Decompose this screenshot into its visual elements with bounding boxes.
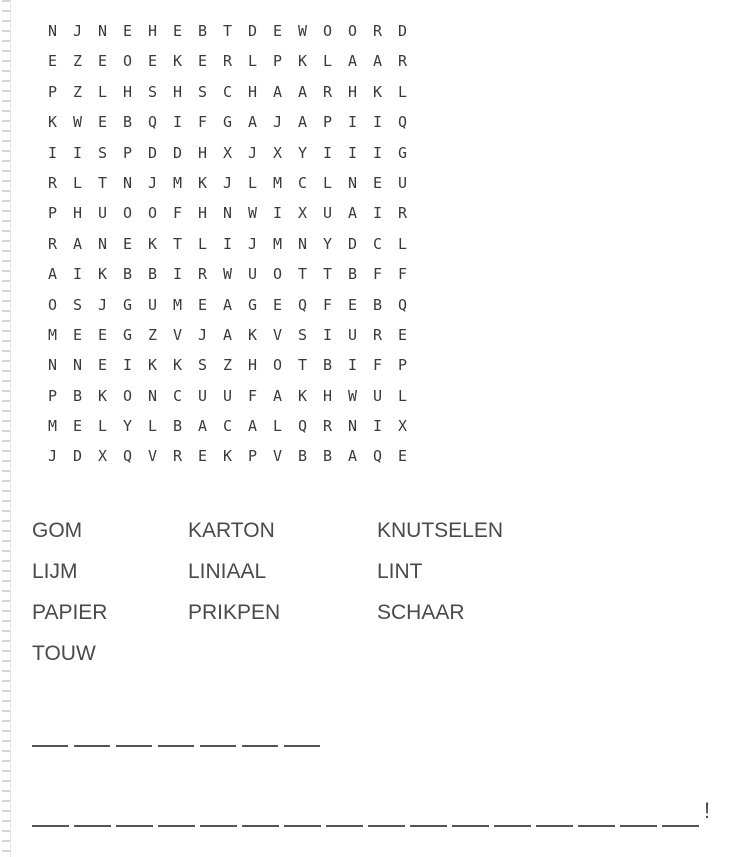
grid-cell: N bbox=[72, 356, 83, 375]
grid-cell: B bbox=[297, 447, 308, 466]
grid-cell: F bbox=[372, 265, 383, 284]
grid-cell: E bbox=[397, 447, 408, 466]
grid-cell: T bbox=[297, 265, 308, 284]
grid-cell: A bbox=[72, 234, 83, 253]
grid-cell: M bbox=[47, 325, 58, 344]
word-list-item: LIJM bbox=[32, 560, 78, 583]
grid-cell: E bbox=[272, 22, 283, 40]
grid-cell: P bbox=[47, 82, 58, 101]
answer-blank bbox=[74, 824, 111, 827]
grid-cell: I bbox=[72, 265, 83, 284]
grid-cell: B bbox=[147, 265, 158, 284]
grid-cell: R bbox=[397, 204, 408, 223]
grid-cell: R bbox=[322, 417, 333, 436]
word-list-item: LINT bbox=[377, 560, 423, 583]
word-list-item: PAPIER bbox=[32, 601, 108, 624]
grid-cell: E bbox=[172, 22, 183, 40]
grid-cell: Y bbox=[297, 143, 308, 162]
grid-cell: M bbox=[272, 234, 283, 253]
grid-cell: N bbox=[347, 173, 358, 192]
grid-cell: A bbox=[347, 52, 358, 71]
grid-cell: P bbox=[322, 113, 333, 132]
grid-cell: R bbox=[322, 82, 333, 101]
grid-cell: E bbox=[272, 295, 283, 314]
grid-cell: A bbox=[372, 52, 383, 71]
grid-cell: P bbox=[122, 143, 133, 162]
grid-cell: T bbox=[322, 265, 333, 284]
grid-cell: E bbox=[197, 295, 208, 314]
answer-blank bbox=[620, 824, 657, 827]
grid-row bbox=[40, 111, 500, 141]
grid-cell: A bbox=[272, 82, 283, 101]
grid-cell: E bbox=[97, 52, 108, 71]
grid-cell: Q bbox=[147, 113, 158, 132]
grid-cell: E bbox=[397, 325, 408, 344]
grid-cell: K bbox=[222, 447, 233, 466]
answer-line-2 bbox=[32, 824, 704, 827]
grid-cell: K bbox=[97, 265, 108, 284]
grid-cell: L bbox=[397, 82, 408, 101]
grid-cell: A bbox=[197, 417, 208, 436]
grid-cell: T bbox=[97, 173, 108, 192]
grid-cell: K bbox=[247, 325, 258, 344]
grid-cell: C bbox=[222, 82, 233, 101]
grid-cell: H bbox=[247, 82, 258, 101]
grid-cell: U bbox=[372, 386, 383, 405]
grid-cell: J bbox=[197, 325, 208, 344]
grid-cell: P bbox=[47, 386, 58, 405]
grid-cell: I bbox=[347, 143, 358, 162]
grid-cell: T bbox=[297, 356, 308, 375]
grid-cell: K bbox=[147, 356, 158, 375]
answer-blank bbox=[116, 744, 152, 747]
grid-cell: K bbox=[147, 234, 158, 253]
grid-cell: K bbox=[297, 52, 308, 71]
grid-cell: Z bbox=[147, 325, 158, 344]
grid-cell: J bbox=[47, 447, 58, 466]
grid-cell: I bbox=[172, 265, 183, 284]
grid-cell: I bbox=[122, 356, 133, 375]
grid-row bbox=[40, 324, 500, 354]
grid-row bbox=[40, 263, 500, 293]
grid-cell: N bbox=[347, 417, 358, 436]
grid-cell: B bbox=[122, 265, 133, 284]
word-list-item: TOUW bbox=[32, 642, 96, 665]
grid-row bbox=[40, 172, 500, 202]
grid-cell: R bbox=[372, 325, 383, 344]
grid-cell: A bbox=[247, 113, 258, 132]
grid-cell: B bbox=[372, 295, 383, 314]
grid-cell: F bbox=[372, 356, 383, 375]
word-list-item: LINIAAL bbox=[188, 560, 267, 583]
grid-cell: I bbox=[172, 113, 183, 132]
grid-cell: I bbox=[347, 113, 358, 132]
grid-cell: O bbox=[322, 22, 333, 40]
grid-cell: K bbox=[297, 386, 308, 405]
grid-cell: O bbox=[122, 204, 133, 223]
grid-cell: R bbox=[47, 234, 58, 253]
grid-cell: E bbox=[122, 22, 133, 40]
grid-cell: V bbox=[172, 325, 183, 344]
grid-cell: E bbox=[147, 52, 158, 71]
grid-cell: R bbox=[397, 52, 408, 71]
grid-cell: U bbox=[222, 386, 233, 405]
grid-cell: G bbox=[222, 113, 233, 132]
grid-cell: E bbox=[197, 52, 208, 71]
grid-cell: X bbox=[397, 417, 408, 436]
grid-cell: O bbox=[147, 204, 158, 223]
grid-cell: I bbox=[372, 143, 383, 162]
grid-cell: A bbox=[247, 417, 258, 436]
grid-cell: R bbox=[372, 22, 383, 40]
grid-cell: E bbox=[197, 447, 208, 466]
grid-cell: L bbox=[397, 386, 408, 405]
grid-cell: L bbox=[272, 417, 283, 436]
answer-blank bbox=[242, 824, 279, 827]
answer-blank bbox=[326, 824, 363, 827]
grid-cell: C bbox=[297, 173, 308, 192]
grid-cell: E bbox=[97, 325, 108, 344]
grid-cell: Q bbox=[122, 447, 133, 466]
answer-blank bbox=[200, 744, 236, 747]
answer-end-punctuation: ! bbox=[704, 798, 711, 823]
grid-cell: V bbox=[272, 447, 283, 466]
grid-row bbox=[40, 233, 500, 263]
grid-cell: P bbox=[272, 52, 283, 71]
grid-cell: I bbox=[372, 417, 383, 436]
grid-cell: L bbox=[97, 82, 108, 101]
grid-cell: W bbox=[247, 204, 258, 223]
grid-cell: I bbox=[322, 325, 333, 344]
grid-cell: B bbox=[197, 22, 208, 40]
grid-cell: Q bbox=[297, 417, 308, 436]
grid-cell: I bbox=[372, 204, 383, 223]
grid-cell: Z bbox=[72, 52, 83, 71]
grid-cell: T bbox=[172, 234, 183, 253]
word-list-item: SCHAAR bbox=[377, 601, 465, 624]
grid-cell: Q bbox=[372, 447, 383, 466]
grid-cell: Y bbox=[322, 234, 333, 253]
grid-cell: B bbox=[172, 417, 183, 436]
grid-cell: Q bbox=[397, 295, 408, 314]
grid-cell: D bbox=[172, 143, 183, 162]
grid-cell: N bbox=[297, 234, 308, 253]
grid-cell: N bbox=[97, 22, 108, 40]
grid-cell: P bbox=[397, 356, 408, 375]
grid-cell: J bbox=[97, 295, 108, 314]
answer-blank bbox=[284, 824, 321, 827]
grid-cell: E bbox=[347, 295, 358, 314]
grid-cell: T bbox=[222, 22, 233, 40]
grid-row bbox=[40, 50, 500, 80]
grid-cell: A bbox=[272, 386, 283, 405]
grid-cell: N bbox=[147, 386, 158, 405]
grid-cell: M bbox=[272, 173, 283, 192]
grid-cell: R bbox=[222, 52, 233, 71]
grid-row bbox=[40, 354, 500, 384]
grid-cell: K bbox=[197, 173, 208, 192]
grid-cell: R bbox=[47, 173, 58, 192]
grid-cell: E bbox=[122, 234, 133, 253]
grid-cell: F bbox=[322, 295, 333, 314]
grid-cell: I bbox=[47, 143, 58, 162]
grid-cell: F bbox=[172, 204, 183, 223]
grid-cell: V bbox=[147, 447, 158, 466]
grid-cell: U bbox=[197, 386, 208, 405]
grid-cell: H bbox=[147, 22, 158, 40]
grid-cell: L bbox=[322, 52, 333, 71]
grid-cell: E bbox=[372, 173, 383, 192]
word-search-grid bbox=[40, 20, 500, 476]
grid-cell: K bbox=[372, 82, 383, 101]
word-list-item: KNUTSELEN bbox=[377, 519, 504, 542]
word-list-item: GOM bbox=[32, 519, 83, 542]
grid-cell: O bbox=[122, 52, 133, 71]
grid-cell: L bbox=[97, 417, 108, 436]
grid-cell: X bbox=[97, 447, 108, 466]
grid-cell: I bbox=[372, 113, 383, 132]
answer-blank bbox=[158, 824, 195, 827]
grid-cell: F bbox=[247, 386, 258, 405]
grid-cell: Q bbox=[297, 295, 308, 314]
grid-cell: K bbox=[47, 113, 58, 132]
grid-cell: B bbox=[347, 265, 358, 284]
grid-cell: A bbox=[297, 113, 308, 132]
answer-blank bbox=[32, 744, 68, 747]
grid-cell: O bbox=[47, 295, 58, 314]
grid-cell: W bbox=[72, 113, 83, 132]
grid-cell: H bbox=[172, 82, 183, 101]
grid-cell: K bbox=[172, 356, 183, 375]
grid-cell: M bbox=[172, 295, 183, 314]
grid-cell: Q bbox=[397, 113, 408, 132]
grid-cell: A bbox=[222, 295, 233, 314]
grid-cell: S bbox=[197, 82, 208, 101]
grid-row bbox=[40, 142, 500, 172]
grid-cell: D bbox=[347, 234, 358, 253]
grid-row bbox=[40, 445, 500, 475]
grid-cell: Z bbox=[222, 356, 233, 375]
grid-cell: H bbox=[247, 356, 258, 375]
answer-blank bbox=[662, 824, 699, 827]
grid-cell: M bbox=[172, 173, 183, 192]
answer-blank bbox=[32, 824, 69, 827]
grid-cell: L bbox=[397, 234, 408, 253]
grid-cell: G bbox=[397, 143, 408, 162]
grid-cell: S bbox=[97, 143, 108, 162]
grid-cell: N bbox=[222, 204, 233, 223]
grid-cell: K bbox=[172, 52, 183, 71]
grid-row bbox=[40, 202, 500, 232]
grid-cell: U bbox=[347, 325, 358, 344]
answer-line-1 bbox=[32, 744, 326, 747]
grid-cell: L bbox=[72, 173, 83, 192]
grid-cell: Z bbox=[72, 82, 83, 101]
grid-cell: F bbox=[197, 113, 208, 132]
grid-cell: W bbox=[347, 386, 358, 405]
grid-cell: N bbox=[122, 173, 133, 192]
grid-cell: I bbox=[347, 356, 358, 375]
grid-cell: F bbox=[397, 265, 408, 284]
grid-cell: H bbox=[197, 204, 208, 223]
grid-cell: O bbox=[347, 22, 358, 40]
answer-blank bbox=[284, 744, 320, 747]
grid-cell: H bbox=[347, 82, 358, 101]
grid-cell: P bbox=[47, 204, 58, 223]
grid-cell: O bbox=[122, 386, 133, 405]
grid-cell: S bbox=[297, 325, 308, 344]
grid-cell: U bbox=[97, 204, 108, 223]
grid-cell: I bbox=[222, 234, 233, 253]
grid-cell: L bbox=[147, 417, 158, 436]
grid-row bbox=[40, 81, 500, 111]
answer-blank bbox=[368, 824, 405, 827]
grid-cell: K bbox=[97, 386, 108, 405]
grid-cell: B bbox=[322, 447, 333, 466]
page-margin-dashes bbox=[2, 0, 10, 857]
grid-cell: C bbox=[172, 386, 183, 405]
grid-cell: N bbox=[47, 356, 58, 375]
grid-cell: H bbox=[197, 143, 208, 162]
answer-blank bbox=[158, 744, 194, 747]
answer-blank bbox=[536, 824, 573, 827]
grid-cell: J bbox=[72, 22, 83, 40]
grid-cell: J bbox=[247, 143, 258, 162]
grid-cell: D bbox=[397, 22, 408, 40]
answer-blank bbox=[410, 824, 447, 827]
grid-cell: C bbox=[372, 234, 383, 253]
grid-cell: X bbox=[297, 204, 308, 223]
grid-row bbox=[40, 294, 500, 324]
grid-cell: S bbox=[197, 356, 208, 375]
grid-cell: D bbox=[147, 143, 158, 162]
grid-cell: H bbox=[122, 82, 133, 101]
grid-cell: E bbox=[72, 325, 83, 344]
grid-cell: O bbox=[272, 356, 283, 375]
grid-row bbox=[40, 385, 500, 415]
grid-cell: A bbox=[47, 265, 58, 284]
grid-cell: H bbox=[72, 204, 83, 223]
grid-cell: L bbox=[322, 173, 333, 192]
grid-cell: E bbox=[47, 52, 58, 71]
answer-blank bbox=[116, 824, 153, 827]
grid-cell: S bbox=[72, 295, 83, 314]
answer-blank bbox=[578, 824, 615, 827]
grid-cell: A bbox=[347, 447, 358, 466]
grid-cell: U bbox=[247, 265, 258, 284]
grid-cell: R bbox=[197, 265, 208, 284]
grid-cell: Y bbox=[122, 417, 133, 436]
grid-cell: I bbox=[272, 204, 283, 223]
grid-cell: R bbox=[172, 447, 183, 466]
grid-cell: X bbox=[272, 143, 283, 162]
answer-blank bbox=[452, 824, 489, 827]
grid-cell: G bbox=[247, 295, 258, 314]
grid-cell: W bbox=[297, 22, 308, 40]
grid-cell: J bbox=[147, 173, 158, 192]
grid-cell: W bbox=[222, 265, 233, 284]
grid-cell: G bbox=[122, 295, 133, 314]
grid-cell: A bbox=[347, 204, 358, 223]
grid-row bbox=[40, 20, 500, 50]
grid-cell: C bbox=[222, 417, 233, 436]
grid-cell: O bbox=[272, 265, 283, 284]
grid-cell: J bbox=[272, 113, 283, 132]
grid-cell: A bbox=[222, 325, 233, 344]
grid-cell: B bbox=[322, 356, 333, 375]
word-list-item: PRIKPEN bbox=[188, 601, 281, 624]
grid-cell: E bbox=[97, 113, 108, 132]
grid-cell: D bbox=[247, 22, 258, 40]
grid-cell: I bbox=[72, 143, 83, 162]
grid-cell: U bbox=[147, 295, 158, 314]
grid-cell: E bbox=[72, 417, 83, 436]
grid-row bbox=[40, 415, 500, 445]
grid-cell: G bbox=[122, 325, 133, 344]
grid-cell: S bbox=[147, 82, 158, 101]
answer-blank bbox=[494, 824, 531, 827]
grid-cell: A bbox=[297, 82, 308, 101]
grid-cell: L bbox=[247, 173, 258, 192]
answer-blank bbox=[200, 824, 237, 827]
grid-cell: J bbox=[247, 234, 258, 253]
grid-cell: V bbox=[272, 325, 283, 344]
grid-cell: L bbox=[197, 234, 208, 253]
grid-cell: M bbox=[47, 417, 58, 436]
grid-cell: N bbox=[47, 22, 58, 40]
grid-cell: B bbox=[122, 113, 133, 132]
answer-blank bbox=[242, 744, 278, 747]
grid-cell: B bbox=[72, 386, 83, 405]
page-margin-line bbox=[10, 0, 11, 857]
grid-cell: I bbox=[322, 143, 333, 162]
grid-cell: D bbox=[72, 447, 83, 466]
grid-cell: U bbox=[397, 173, 408, 192]
grid-cell: N bbox=[97, 234, 108, 253]
grid-cell: E bbox=[97, 356, 108, 375]
grid-cell: X bbox=[222, 143, 233, 162]
grid-cell: P bbox=[247, 447, 258, 466]
answer-blank bbox=[74, 744, 110, 747]
word-list-item: KARTON bbox=[188, 519, 275, 542]
grid-cell: L bbox=[247, 52, 258, 71]
grid-cell: J bbox=[222, 173, 233, 192]
grid-cell: H bbox=[322, 386, 333, 405]
grid-cell: U bbox=[322, 204, 333, 223]
